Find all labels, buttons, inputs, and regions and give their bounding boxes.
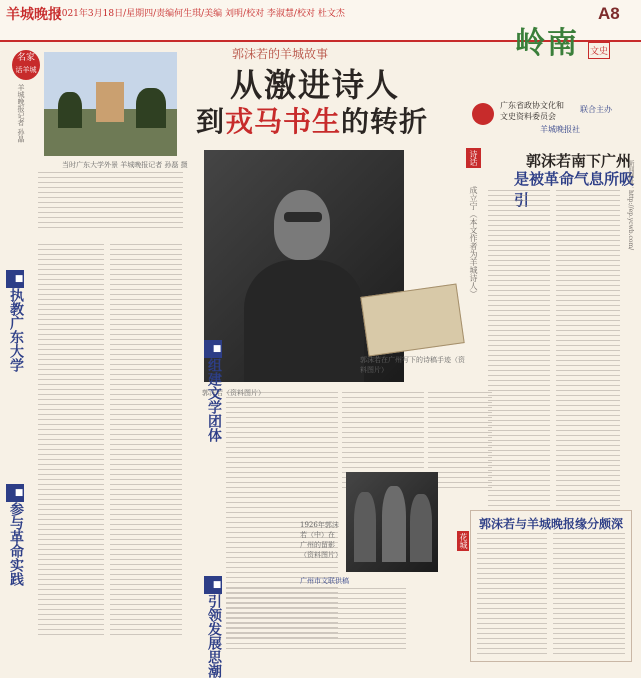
page-number: A8	[598, 4, 620, 23]
portrait-glasses	[284, 212, 322, 222]
section-mark: ■	[6, 484, 24, 502]
group-person	[382, 486, 406, 562]
campus-photo	[44, 52, 177, 156]
related-box-title: 郭沫若与羊城晚报缘分颇深	[479, 517, 624, 531]
series-sub: 话羊城	[15, 66, 37, 74]
portrait-caption: 郭沫若（资料图片）	[202, 389, 265, 397]
left-author: 羊城晚报记者 孙晶	[17, 84, 25, 143]
section-mark: ■	[6, 270, 24, 288]
column-title: 岭南	[515, 26, 579, 61]
sponsor-role: 联合主办	[580, 105, 612, 114]
headline-prefix: 到	[196, 105, 226, 138]
group-photo	[346, 472, 438, 572]
section-title-thought: 引领发展思潮	[206, 594, 222, 678]
column-tag: 文史	[588, 42, 610, 59]
right-text-col1	[488, 190, 550, 510]
article-title-2: 是被革命气息所吸引	[514, 170, 635, 209]
building-shape	[96, 82, 124, 122]
section-marker-3	[204, 340, 324, 442]
section-title-literary: 组建文学团体	[206, 358, 222, 442]
newspaper-logo: 羊城晚报	[6, 7, 62, 23]
sponsor-name: 广东省政协文化和文史资料委员会	[500, 101, 564, 121]
section-title-revolution: 参与革命实践	[8, 502, 24, 586]
center-bottom-text	[226, 588, 406, 653]
sidebar-url: 新闻网址：http://ep.ycwb.com/	[627, 160, 634, 251]
byline-tag: 诗话	[466, 148, 481, 168]
series-label-badge	[12, 50, 40, 80]
manuscript-caption: 郭沫若在广州写下的诗稿手迹（资料图片）	[360, 356, 465, 374]
tree-shape	[58, 92, 82, 128]
article-title-1: 郭沫若南下广州	[526, 152, 632, 170]
cppcc-emblem	[472, 103, 494, 125]
byline: 成立宁（本文作者为羊城诗人）	[469, 186, 478, 298]
headline-line1: 从激进诗人	[230, 66, 401, 104]
related-text-col1	[477, 533, 547, 658]
group-person	[354, 492, 376, 562]
issue-meta: 2021年3月18日/星期四/责编何生琪/美编 刘明/校对 李淑慧/校对 杜文杰	[56, 9, 345, 19]
related-box	[459, 510, 632, 662]
section-title-teaching: 执教广东大学	[8, 288, 24, 372]
tree-shape	[136, 88, 166, 128]
section-marker-1	[6, 270, 126, 372]
related-text-col2	[553, 533, 625, 658]
right-text-col2	[556, 190, 620, 510]
headline-kicker: 郭沫若的羊城故事	[232, 47, 329, 61]
section-mark: ■	[204, 576, 222, 594]
group-person	[410, 494, 432, 562]
intro-text	[38, 172, 183, 232]
section-mark: ■	[204, 340, 222, 358]
sponsor-partner: 羊城晚报社	[540, 125, 580, 134]
headline-highlight: 戎马书生	[225, 105, 342, 138]
headline-suffix: 的转折	[341, 105, 429, 138]
portrait-head	[274, 190, 330, 260]
manuscript-image	[360, 284, 464, 357]
section-marker-2	[6, 484, 126, 586]
campus-photo-caption: 当时广东大学外景 羊城晚报记者 孙磊 摄	[62, 161, 188, 169]
group-photo-caption: 1926年郭沫若（中）在广州的留影（资料图片）	[300, 521, 342, 559]
source-credit: 广州市文联供稿	[300, 577, 349, 585]
headline-line2	[196, 100, 428, 140]
series-label: 名家	[16, 53, 35, 63]
related-box-tag: 花城	[459, 533, 468, 549]
